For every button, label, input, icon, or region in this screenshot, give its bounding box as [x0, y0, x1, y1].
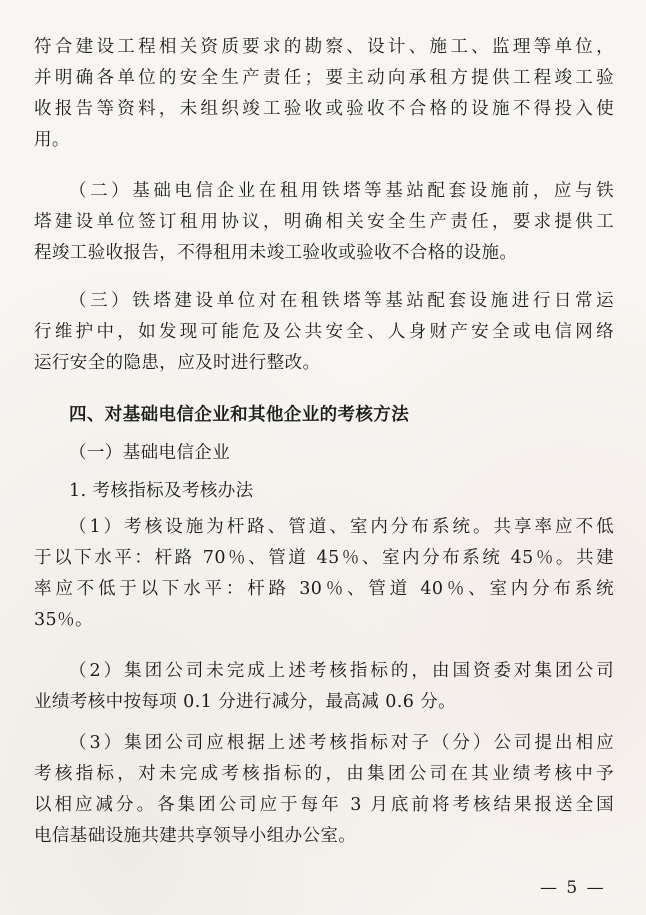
item-heading — [69, 476, 646, 507]
paragraph-line: 业绩考核中按每项 0.1 分进行减分，最高减 0.6 分。 — [34, 692, 457, 712]
page-number: — 5 — — [540, 878, 606, 898]
paragraph-line: 塔建设单位签订租用协议，明确相关安全生产责任，要求提供工 — [34, 212, 614, 232]
paragraph-line: （二）基础电信企业在租用铁塔等基站配套设施前，应与铁 — [69, 181, 614, 201]
paragraph-line: 收报告等资料，未组织竣工验收或验收不合格的设施不得投入使 — [34, 99, 614, 119]
paragraph-line: 电信基础设施共建共享领导小组办公室。 — [34, 826, 357, 846]
paragraph-8 — [34, 656, 614, 718]
paragraph-line: （三）铁塔建设单位对在租铁塔等基站配套设施进行日常运 — [69, 291, 614, 311]
paragraph-line: 并明确各单位的安全生产责任；要主动向承租方提供工程竣工验 — [34, 68, 614, 88]
paragraph-line: （1）考核设施为杆路、管道、室内分布系统。共享率应不低 — [69, 517, 614, 537]
paragraph-line: 用。 — [34, 130, 70, 150]
paragraph-line: （2）集团公司未完成上述考核指标的，由国资委对集团公司 — [69, 661, 614, 681]
subsection-heading — [69, 438, 646, 469]
paragraph-9 — [34, 728, 614, 852]
subsection-line: （一）基础电信企业 — [69, 443, 231, 463]
paragraph-line: 考核指标，对未完成考核指标的，由集团公司在其业绩考核中予 — [34, 764, 614, 784]
paragraph-line: 符合建设工程相关资质要求的勘察、设计、施工、监理等单位， — [34, 37, 614, 57]
paragraph-line: 行维护中，如发现可能危及公共安全、人身财产安全或电信网络 — [34, 322, 614, 342]
item-line: 1. 考核指标及考核办法 — [69, 481, 254, 501]
paragraph-1 — [34, 32, 614, 156]
paragraph-line: 于以下水平：杆路 70％、管道 45％、室内分布系统 45％。共建 — [34, 548, 614, 568]
paragraph-line: （3）集团公司应根据上述考核指标对子（分）公司提出相应 — [69, 733, 614, 753]
paragraph-2 — [34, 176, 614, 269]
paragraph-line: 以相应减分。各集团公司应于每年 3 月底前将考核结果报送全国 — [34, 795, 614, 815]
paragraph-7 — [34, 512, 614, 636]
paragraph-line: 35％。 — [34, 610, 93, 630]
paragraph-3 — [34, 286, 614, 379]
paragraph-line: 率应不低于以下水平：杆路 30％、管道 40％、室内分布系统 — [34, 579, 614, 599]
paragraph-line: 程竣工验收报告，不得租用未竣工验收或验收不合格的设施。 — [34, 243, 518, 263]
paragraph-line: 运行安全的隐患，应及时进行整改。 — [34, 353, 321, 373]
heading-line: 四、对基础电信企业和其他企业的考核方法 — [69, 405, 410, 425]
section-heading — [69, 400, 646, 431]
